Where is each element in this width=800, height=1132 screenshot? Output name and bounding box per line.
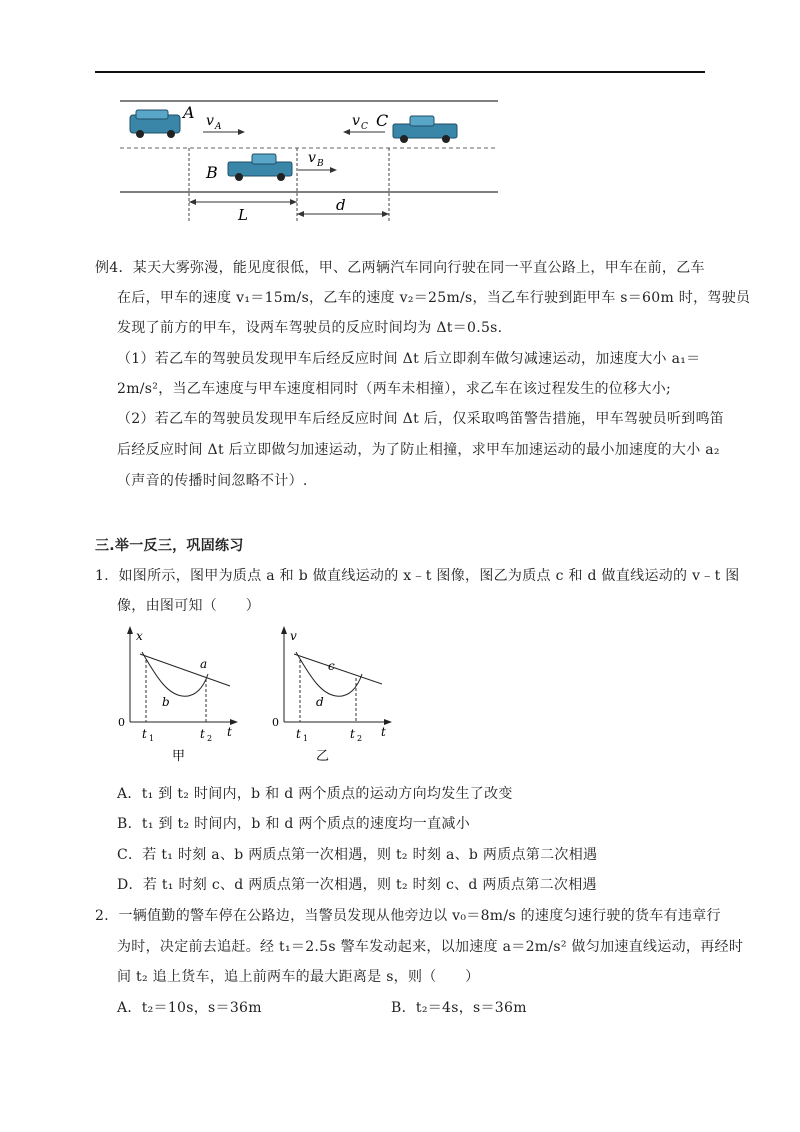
svg-text:t: t bbox=[200, 727, 205, 741]
graph-yi bbox=[264, 622, 404, 762]
road-cars-figure bbox=[0, 0, 800, 240]
svg-text:1: 1 bbox=[303, 734, 309, 743]
q1-option-c: C．若 t₁ 时刻 a、b 两质点第一次相遇，则 t₂ 时刻 a、b 两质点第二次相遇 bbox=[117, 847, 598, 863]
svg-text:t: t bbox=[350, 727, 355, 741]
q1-line1: 1．如图所示，图甲为质点 a 和 b 做直线运动的 x﹣t 图像，图乙为质点 c 和 d 做直线运动的 v﹣t 图 bbox=[95, 568, 740, 584]
svg-text:2: 2 bbox=[207, 734, 213, 743]
svg-text:C: C bbox=[361, 122, 368, 132]
example4-line1: 例4．某天大雾弥漫，能见度很低，甲、乙两辆汽车同向行驶在同一平直公路上，甲车在前，乙车 bbox=[95, 260, 705, 276]
q1-option-d: D．若 t₁ 时刻 c、d 两质点第一次相遇，则 t₂ 时刻 c、d 两质点第二次相遇 bbox=[117, 877, 597, 893]
svg-text:B: B bbox=[317, 159, 324, 169]
q1-option-b: B．t₁ 到 t₂ 时间内，b 和 d 两个质点的速度均一直减小 bbox=[117, 816, 470, 832]
label-vc: v bbox=[352, 113, 360, 129]
q2-option-b: B．t₂＝4s，s＝36m bbox=[391, 1000, 527, 1016]
q2-option-a: A．t₂＝10s，s＝36m bbox=[117, 1000, 262, 1016]
car-b-icon bbox=[228, 154, 292, 181]
example4-line6: （2）若乙车的驾驶员发现甲车后经反应时间 Δt 后，仅采取鸣笛警告措施，甲车驾驶员听到鸣笛 bbox=[117, 411, 725, 427]
svg-text:A: A bbox=[215, 122, 222, 132]
q2-line3: 间 t₂ 追上货车，追上前两车的最大距离是 s，则（ ） bbox=[117, 969, 480, 985]
example4-line3: 发现了前方的甲车，设两车驾驶员的反应时间均为 Δt＝0.5s. bbox=[117, 320, 503, 336]
svg-text:1: 1 bbox=[149, 734, 155, 743]
caption-yi: 乙 bbox=[316, 749, 330, 764]
label-b: B bbox=[206, 163, 218, 182]
example4-line4: （1）若乙车的驾驶员发现甲车后经反应时间 Δt 后立即刹车做匀减速运动，加速度大小 a₁＝ bbox=[117, 351, 701, 367]
svg-text:0: 0 bbox=[272, 716, 279, 729]
example4-line5: 2m/s²，当乙车速度与甲车速度相同时（两车未相撞），求乙车在该过程发生的位移大小; bbox=[117, 381, 672, 397]
label-d: d bbox=[336, 196, 346, 214]
svg-text:v: v bbox=[290, 629, 297, 643]
q1-line2: 像，由图可知（ ） bbox=[117, 598, 260, 614]
label-vb: v bbox=[308, 150, 316, 166]
example4-line7: 后经反应时间 Δt 后立即做匀加速运动，为了防止相撞，求甲车加速运动的最小加速度的大小 a₂ bbox=[117, 442, 720, 458]
q1-option-a: A．t₁ 到 t₂ 时间内，b 和 d 两个质点的运动方向均发生了改变 bbox=[117, 786, 513, 802]
svg-text:2: 2 bbox=[357, 734, 363, 743]
label-a: A bbox=[183, 103, 195, 122]
svg-text:t: t bbox=[296, 727, 301, 741]
section-heading: 三.举一反三，巩固练习 bbox=[95, 538, 244, 554]
graph-jia bbox=[110, 622, 250, 762]
caption-jia: 甲 bbox=[172, 749, 186, 764]
svg-text:d: d bbox=[316, 695, 324, 709]
svg-text:t: t bbox=[227, 725, 232, 739]
svg-text:t: t bbox=[381, 725, 386, 739]
label-va: v bbox=[206, 113, 214, 129]
svg-text:b: b bbox=[162, 695, 170, 709]
svg-text:x: x bbox=[136, 629, 143, 643]
car-c-icon bbox=[393, 116, 457, 143]
svg-text:a: a bbox=[200, 657, 208, 671]
svg-text:t: t bbox=[142, 727, 147, 741]
example4-line2: 在后，甲车的速度 v₁＝15m/s，乙车的速度 v₂＝25m/s，当乙车行驶到距甲车 s＝60m 时，驾驶员 bbox=[117, 290, 751, 306]
label-l: L bbox=[238, 206, 248, 224]
car-a-icon bbox=[130, 110, 180, 138]
q2-line1: 2．一辆值勤的警车停在公路边，当警员发现从他旁边以 v₀＝8m/s 的速度匀速行驶的货车有违章行 bbox=[95, 908, 721, 924]
q2-line2: 为时，决定前去追赶。经 t₁＝2.5s 警车发动起来，以加速度 a＝2m/s² 做匀加速直线运动，再经时 bbox=[117, 939, 744, 955]
example4-line8: （声音的传播时间忽略不计）. bbox=[117, 473, 308, 489]
svg-text:0: 0 bbox=[118, 716, 125, 729]
svg-text:c: c bbox=[328, 659, 335, 673]
label-c: C bbox=[376, 111, 389, 130]
